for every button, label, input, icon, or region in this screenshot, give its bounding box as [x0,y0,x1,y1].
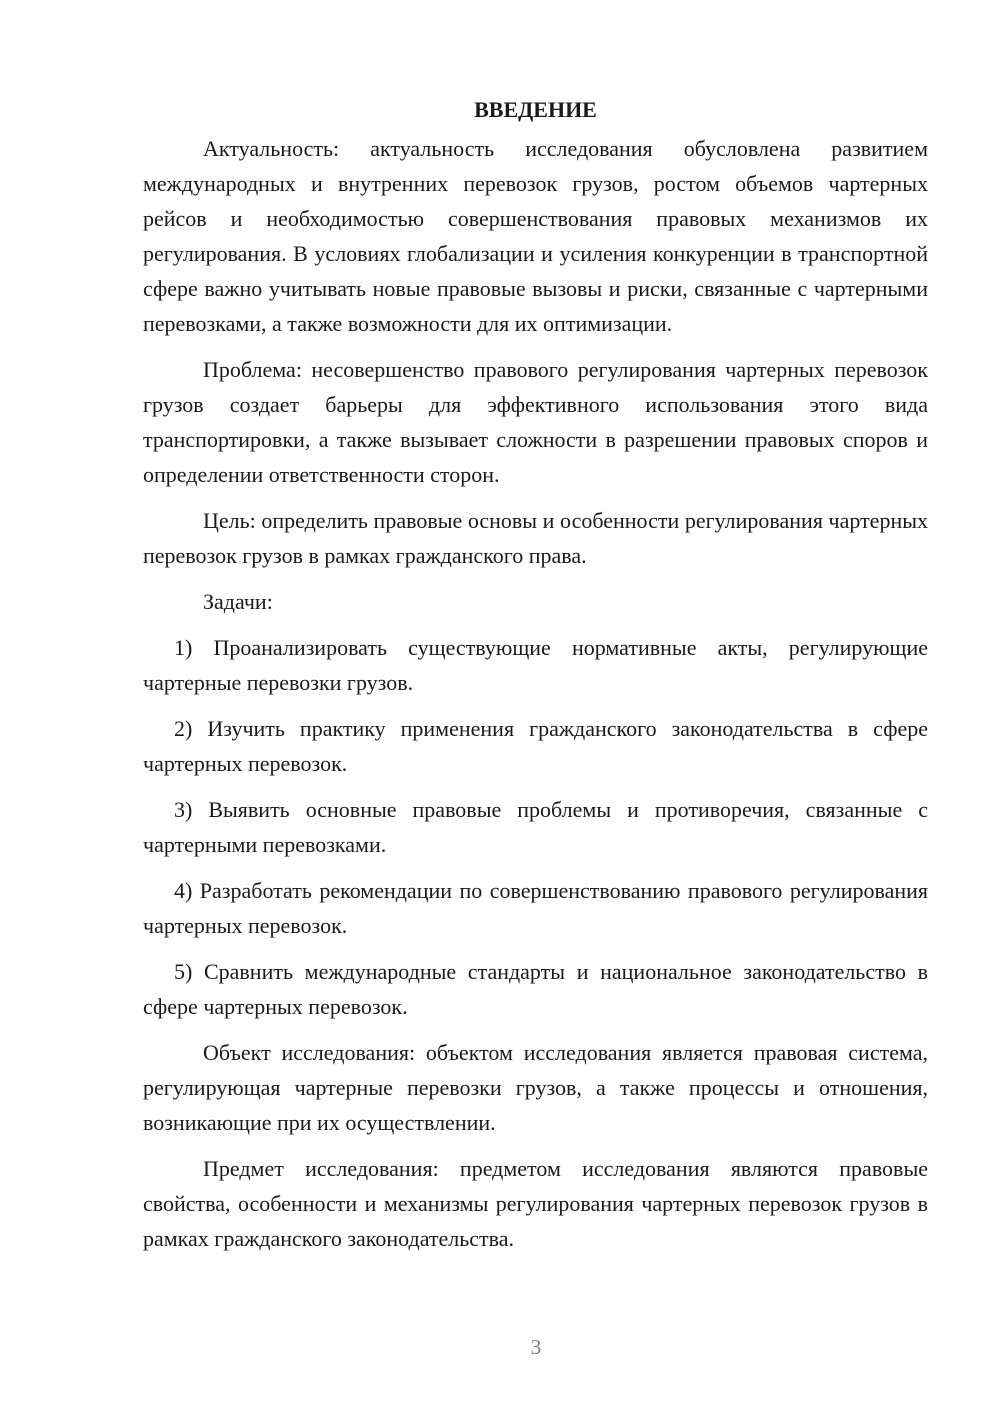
tasks-heading: Задачи: [203,589,273,614]
paragraph-object: Объект исследования: объектом исследования является правовая система, регулирующая чартерные перевозки грузов, а также процессы и отношения, возникающие при их осуществлении. [143,1040,928,1135]
task-item-3: 3) Выявить основные правовые проблемы и противоречия, связанные с чартерными перевозками. [143,797,928,857]
paragraph-subject: Предмет исследования: предметом исследования являются правовые свойства, особенности и механизмы регулирования чартерных перевозок грузов в рамках гражданского законодательства. [143,1156,928,1251]
task-item-1: 1) Проанализировать существующие нормативные акты, регулирующие чартерные перевозки грузов. [143,635,928,695]
task-item-5: 5) Сравнить международные стандарты и национальное законодательство в сфере чартерных перевозок. [143,959,928,1019]
section-title: ВВЕДЕНИЕ [474,97,597,122]
page-content [143,92,928,1256]
task-item-4: 4) Разработать рекомендации по совершенствованию правового регулирования чартерных перевозок. [143,878,928,938]
paragraph-problem: Проблема: несовершенство правового регулирования чартерных перевозок грузов создает барьеры для эффективного использования этого вида транспортировки, а также вызывает сложности в разрешении правовых споров и определении ответственности сторон. [143,357,928,487]
paragraph-relevance: Актуальность: актуальность исследования обусловлена развитием международных и внутренних перевозок грузов, ростом объемов чартерных рейсов и необходимостью совершенствования правовых механизмов их регулирования. В условиях глобализации и усиления конкуренции в транспортной сфере важно учитывать новые правовые вызовы и риски, связанные с чартерными перевозками, а также возможности для их оптимизации. [143,136,928,336]
task-item-2: 2) Изучить практику применения гражданского законодательства в сфере чартерных перевозок. [143,716,928,776]
page-number: 3 [530,1335,542,1359]
paragraph-goal: Цель: определить правовые основы и особенности регулирования чартерных перевозок грузов в рамках гражданского права. [143,508,928,568]
